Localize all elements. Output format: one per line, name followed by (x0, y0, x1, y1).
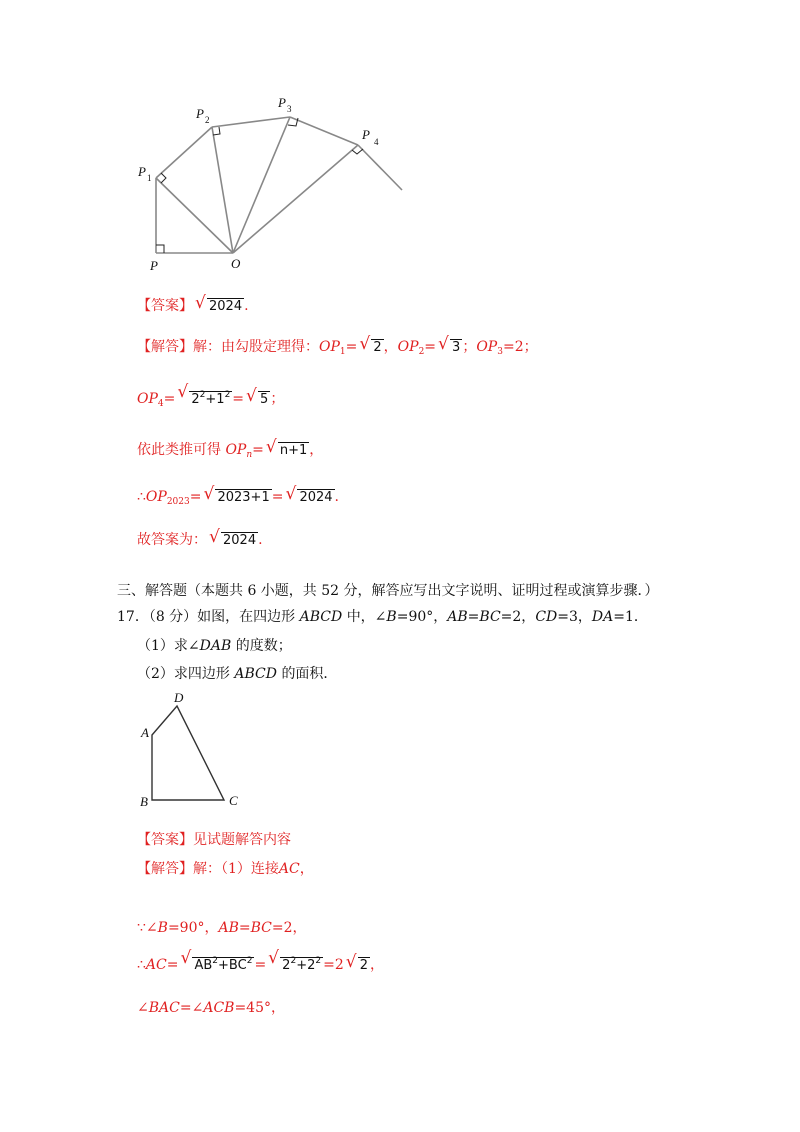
quadrilateral-abcd (152, 706, 224, 800)
label-c: C (229, 793, 238, 808)
right-angle-mark-p (156, 245, 164, 253)
label-p2-sub: 2 (205, 115, 210, 125)
segment-p2-p3 (212, 117, 290, 127)
solution-17-line-2: ∵∠B=90°，AB=BC=2， (137, 920, 307, 936)
label-p1-sub: 1 (147, 173, 152, 183)
label-d: D (174, 690, 184, 705)
segment-p2-o (212, 127, 233, 253)
solution-line-op2023: $\therefore OP_{2023}=$ √ 2023+1 = √ 2024 . (137, 484, 339, 507)
answer-line-1: 【答案】 √ 2024 . (137, 296, 249, 317)
label-p4: P (362, 127, 370, 142)
quadrilateral-figure (130, 688, 250, 813)
problem-17-q1: （1）求∠DAB 的度数； (137, 638, 292, 654)
label-p2: P (196, 106, 204, 121)
segment-p4-o (233, 145, 358, 253)
answer-17: 【答案】见试题解答内容 (137, 832, 291, 848)
spiral-figure (130, 90, 420, 275)
segment-p3-o (233, 117, 290, 253)
label-b: B (140, 794, 148, 809)
problem-17-statement: 17．（8 分）如图，在四边形 ABCD 中，∠B=90°，AB=BC=2，CD=3，DA=1． (117, 609, 648, 625)
label-p3: P (278, 95, 286, 110)
label-o: O (231, 256, 241, 271)
solution-line-final: 故答案为： √ 2024 . (137, 527, 263, 548)
segment-p1-p2 (156, 127, 212, 178)
label-p4-sub: 4 (374, 137, 379, 147)
segment-p3-p4 (290, 117, 358, 145)
label-p1: P (138, 164, 146, 179)
label-p3-sub: 3 (287, 104, 292, 114)
solution-tag: 【解答】 (137, 339, 193, 355)
solution-line-op4: $OP_4=$ √ $2^2+1^2$ = √ 5 ； (137, 382, 285, 409)
label-a: A (141, 725, 149, 740)
solution-line-1: 【解答】解：由勾股定理得：$OP_1=$ √ 2 ，$OP_2=$ √ 3 ；$OP_3=2$； (137, 334, 538, 357)
right-angle-mark-p1 (161, 173, 166, 183)
section-title: 三、解答题（本题共 6 小题，共 52 分，解答应写出文字说明、证明过程或演算步骤．） (117, 583, 659, 599)
solution-17-line-4: ∠BAC=∠ACB=45°， (137, 1000, 285, 1016)
segment-p4-ext (358, 145, 402, 190)
right-angle-mark-p2 (213, 127, 220, 135)
solution-17-line-1: 【解答】解：（1）连接AC， (137, 861, 314, 877)
solution-17-line-3: ∴AC= √ $AB^2+BC^2$ = √ $2^2+2^2 =2$ √ 2 ， (137, 948, 385, 973)
sqrt-2024: √ 2024 (195, 293, 243, 314)
answer-tag: 【答案】 (137, 298, 193, 314)
label-p: P (150, 258, 158, 273)
solution-line-opn: 依此类推可得 $OP_n=$ √ n+1 ， (137, 437, 324, 460)
problem-17-q2: （2）求四边形 ABCD 的面积． (137, 666, 338, 682)
segment-p1-o (156, 178, 233, 253)
